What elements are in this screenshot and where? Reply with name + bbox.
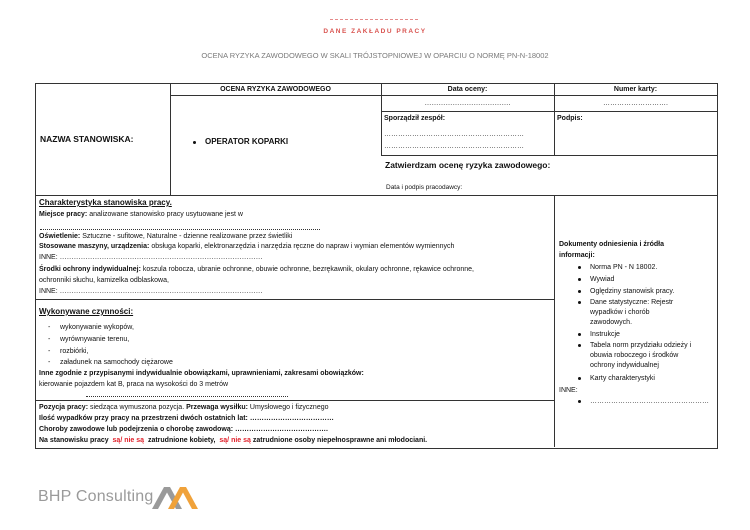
dotted-fill-line: [86, 396, 288, 397]
workplace-row: [39, 210, 243, 219]
approve-heading: Zatwierdzam ocenę ryzyka zawodowego:: [385, 160, 551, 170]
logo-mark-icon: [150, 484, 200, 510]
women-option: są/ nie są: [112, 437, 145, 444]
activity-item-text: wykonywanie wykopów,: [60, 324, 134, 331]
reference-item: Karty charakterystyki: [590, 375, 655, 382]
duties-value: kierowanie pojazdem kat B, praca na wysokości do 3 metrów: [39, 381, 229, 388]
bullet-icon: [578, 333, 581, 336]
other-1: INNE: ……………………………………………………………………………: [39, 254, 263, 261]
document-title: OCENA RYZYKA ZAWODOWEGO W SKALI TRÓJSTOPNIOWEJ W OPARCIU O NORMĘ PN-N-18002: [201, 51, 549, 60]
ppe-value-1: koszula robocza, ubranie ochronne, obuwie ochronne, bezrękawnik, okulary ochronne, rękawice ochronne,: [142, 266, 474, 273]
references-title-2: informacji:: [559, 252, 595, 259]
prepared-by-label: Sporządził zespół:: [384, 115, 446, 122]
prepared-by-line-1: ……………………………………………………: [384, 131, 524, 138]
signature-label: Podpis:: [557, 115, 583, 122]
position-label: Pozycja pracy:: [39, 404, 89, 411]
job-name-label: NAZWA STANOWISKA:: [40, 134, 134, 144]
reference-item: Oględziny stanowisk pracy.: [590, 288, 675, 295]
reference-item: Dane statystyczne: Rejestr: [590, 299, 674, 306]
references-title-1: Dokumenty odniesienia i źródła: [559, 241, 665, 248]
card-number-value: ……………………….: [603, 100, 668, 107]
references-other-value: ……………………………………………: [590, 398, 709, 405]
assessment-date-label: Data oceny:: [447, 86, 488, 93]
company-data-label: DANE ZAKŁADU PRACY: [323, 28, 427, 35]
divider: [381, 111, 717, 112]
machines-value: obsługa koparki, elektronarzędzia i narzędzia ręczne do napraw i wymian elementów wymiennych: [151, 243, 455, 250]
lighting-value: Sztuczne - sufitowe, Naturalne - dzienne realizowane przez świetliki: [82, 233, 293, 240]
card-number-label: Numer karty:: [613, 86, 658, 93]
reference-item: zawodowych.: [590, 319, 633, 326]
effort-value: Umysłowego i fizycznego: [249, 404, 329, 411]
divider: [381, 155, 717, 156]
header-dash: [330, 19, 418, 20]
ppe-value-2: ochronniki słuchu, kamizelka odblaskowa,: [39, 277, 169, 284]
activities-title: Wykonywane czynności:: [39, 307, 134, 316]
bullet-icon: [578, 344, 581, 347]
bullet-icon: [578, 301, 581, 304]
activity-item: -: [48, 348, 51, 355]
disabled-text: zatrudnione osoby niepełnosprawne ani młodociani.: [252, 437, 428, 444]
bullet-icon: [578, 290, 581, 293]
bullet-icon: [578, 377, 581, 380]
activity-item: -: [48, 336, 51, 343]
reference-item: obuwia roboczego i środków: [590, 352, 679, 359]
activity-item: -: [48, 324, 51, 331]
divider: [170, 95, 717, 96]
machines-row: [39, 242, 454, 251]
other-2: INNE: ……………………………………………………………………………: [39, 288, 263, 295]
reference-item: Tabela norm przydziału odzieży i: [590, 342, 692, 349]
ppe-row: [39, 265, 474, 274]
reference-item: Instrukcje: [590, 331, 620, 338]
bullet-icon: [578, 400, 581, 403]
women-text: zatrudnione kobiety,: [147, 437, 216, 444]
position-row: [39, 403, 329, 412]
workplace-label: Miejsce pracy:: [39, 211, 88, 218]
reference-item: Norma PN - N 18002.: [590, 264, 658, 271]
activity-item-text: załadunek na samochody ciężarowe: [60, 359, 173, 366]
logo-text: BHP Consulting: [38, 488, 154, 505]
top-section-divider: [35, 195, 717, 196]
activity-item-text: rozbiórki,: [60, 348, 89, 355]
lighting-row: [39, 232, 292, 241]
risk-assessment-header: OCENA RYZYKA ZAWODOWEGO: [220, 86, 331, 93]
accidents-row: Ilość wypadków przy pracy na przestrzeni dwóch ostatnich lat: ………………………………: [39, 415, 334, 422]
reference-item: Wywiad: [590, 276, 615, 283]
job-name-value: OPERATOR KOPARKI: [205, 137, 289, 146]
bullet-icon: [578, 278, 581, 281]
dotted-fill-line: [40, 229, 320, 230]
effort-label: Przewaga wysiłku:: [186, 404, 248, 411]
activity-item: -: [48, 359, 51, 366]
prepared-by-line-2: ……………………………………………………: [384, 143, 524, 150]
divider: [170, 83, 171, 195]
disabled-option: są/ nie są: [219, 437, 251, 444]
references-other-label: INNE:: [559, 387, 578, 394]
divider: [554, 195, 555, 447]
ppe-label: Środki ochrony indywidualnej:: [39, 266, 141, 273]
divider: [35, 299, 554, 300]
activity-item-text: wyrównywanie terenu,: [60, 336, 130, 343]
characteristics-title: Charakterystyka stanowiska pracy.: [39, 198, 172, 207]
employment-pre: Na stanowisku pracy: [39, 437, 109, 444]
bullet-icon: [578, 266, 581, 269]
employment-row: [39, 436, 427, 445]
workplace-value: analizowane stanowisko pracy usytuowane jest w: [89, 211, 243, 218]
reference-item: ochrony indywidualnej: [590, 362, 659, 369]
machines-label: Stosowane maszyny, urządzenia:: [39, 243, 150, 250]
reference-item: wypadków i chorób: [590, 309, 650, 316]
assessment-date-value: ……………………………….: [424, 100, 511, 107]
occupational-diseases-row: Choroby zawodowe lub podejrzenia o chorobę zawodową: ………………………………….: [39, 426, 328, 433]
divider: [35, 400, 554, 401]
position-value: siedząca wymuszona pozycja.: [89, 404, 185, 411]
bullet-icon: [193, 141, 196, 144]
duties-label: Inne zgodnie z przypisanymi indywidualnie obowiązkami, uprawnieniami, zakresami obowiązków:: [39, 370, 364, 377]
employer-signature-label: Data i podpis pracodawcy:: [386, 184, 463, 191]
lighting-label: Oświetlenie:: [39, 233, 81, 240]
